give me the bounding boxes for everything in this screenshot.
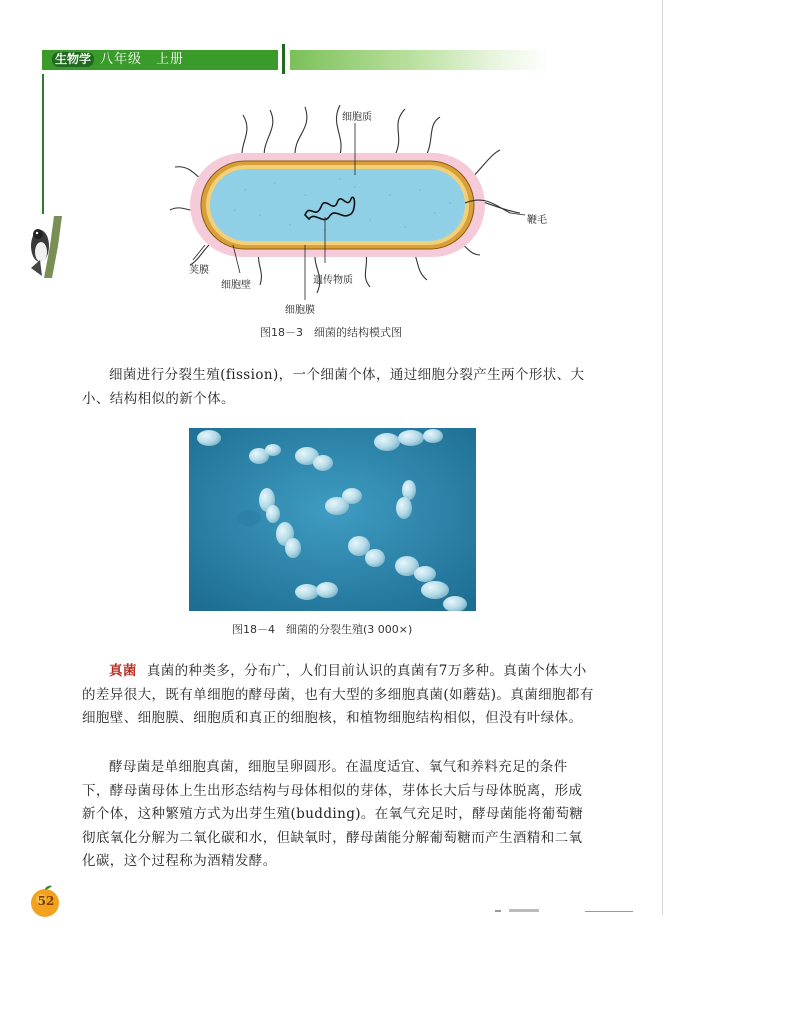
micrograph-image	[189, 428, 476, 611]
bird-illustration	[28, 216, 68, 278]
label-genetic-material: 遗传物质	[313, 275, 353, 286]
page-edge	[662, 0, 663, 915]
paragraph-fission: 细菌进行分裂生殖(fission)，一个细菌个体，通过细胞分裂产生两个形状、大小、结构相似的新个体。	[82, 367, 585, 407]
margin-rule	[42, 74, 44, 214]
page-number: 52	[37, 894, 55, 908]
label-flagellum: 鞭毛	[527, 215, 547, 226]
label-cytoplasm: 细胞质	[342, 112, 372, 123]
paragraph-yeast: 酵母菌是单细胞真菌，细胞呈卵圆形。在温度适宜、氧气和养料充足的条件下，酵母菌母体上生出形态结构与母体相似的芽体，芽体长大后与母体脱离，形成新个体，这种繁殖方式为出芽生殖(budding)。在氧气充足时，酵母菌能将葡萄糖彻底氧化分解为二氧化碳和水，但缺氧时，酵母菌能分解葡萄糖而产生酒精和二氧化碳，这个过程称为酒精发酵。	[82, 759, 584, 869]
bacteria-structure-figure	[165, 95, 555, 320]
keyword-fungi: 真菌	[109, 663, 137, 679]
figure1-caption: 图18－3 细菌的结构模式图	[260, 326, 402, 339]
header-divider	[282, 44, 285, 74]
subject-logo: 生物学	[52, 52, 94, 67]
figure2-caption: 图18－4 细菌的分裂生殖(3 000×)	[232, 623, 413, 636]
fungi-text: 真菌的种类多，分布广，人们目前认识的真菌有7万多种。真菌个体大小的差异很大，既有单细胞的酵母菌，也有大型的多细胞真菌(如蘑菇)。真菌细胞都有细胞壁、细胞膜、细胞质和真正的细胞核，和植物细胞结构相似，但没有叶绿体。	[82, 663, 594, 726]
footer-watermark	[495, 906, 635, 916]
label-capsule: 荚膜	[189, 265, 209, 276]
paragraph-fungi	[82, 660, 594, 731]
grade-title: 八年级 上册	[100, 52, 185, 67]
bacteria-fission-photo	[189, 428, 476, 611]
label-cell-membrane: 细胞膜	[285, 305, 315, 316]
label-cell-wall: 细胞壁	[221, 280, 251, 291]
header-stripe	[290, 50, 550, 70]
